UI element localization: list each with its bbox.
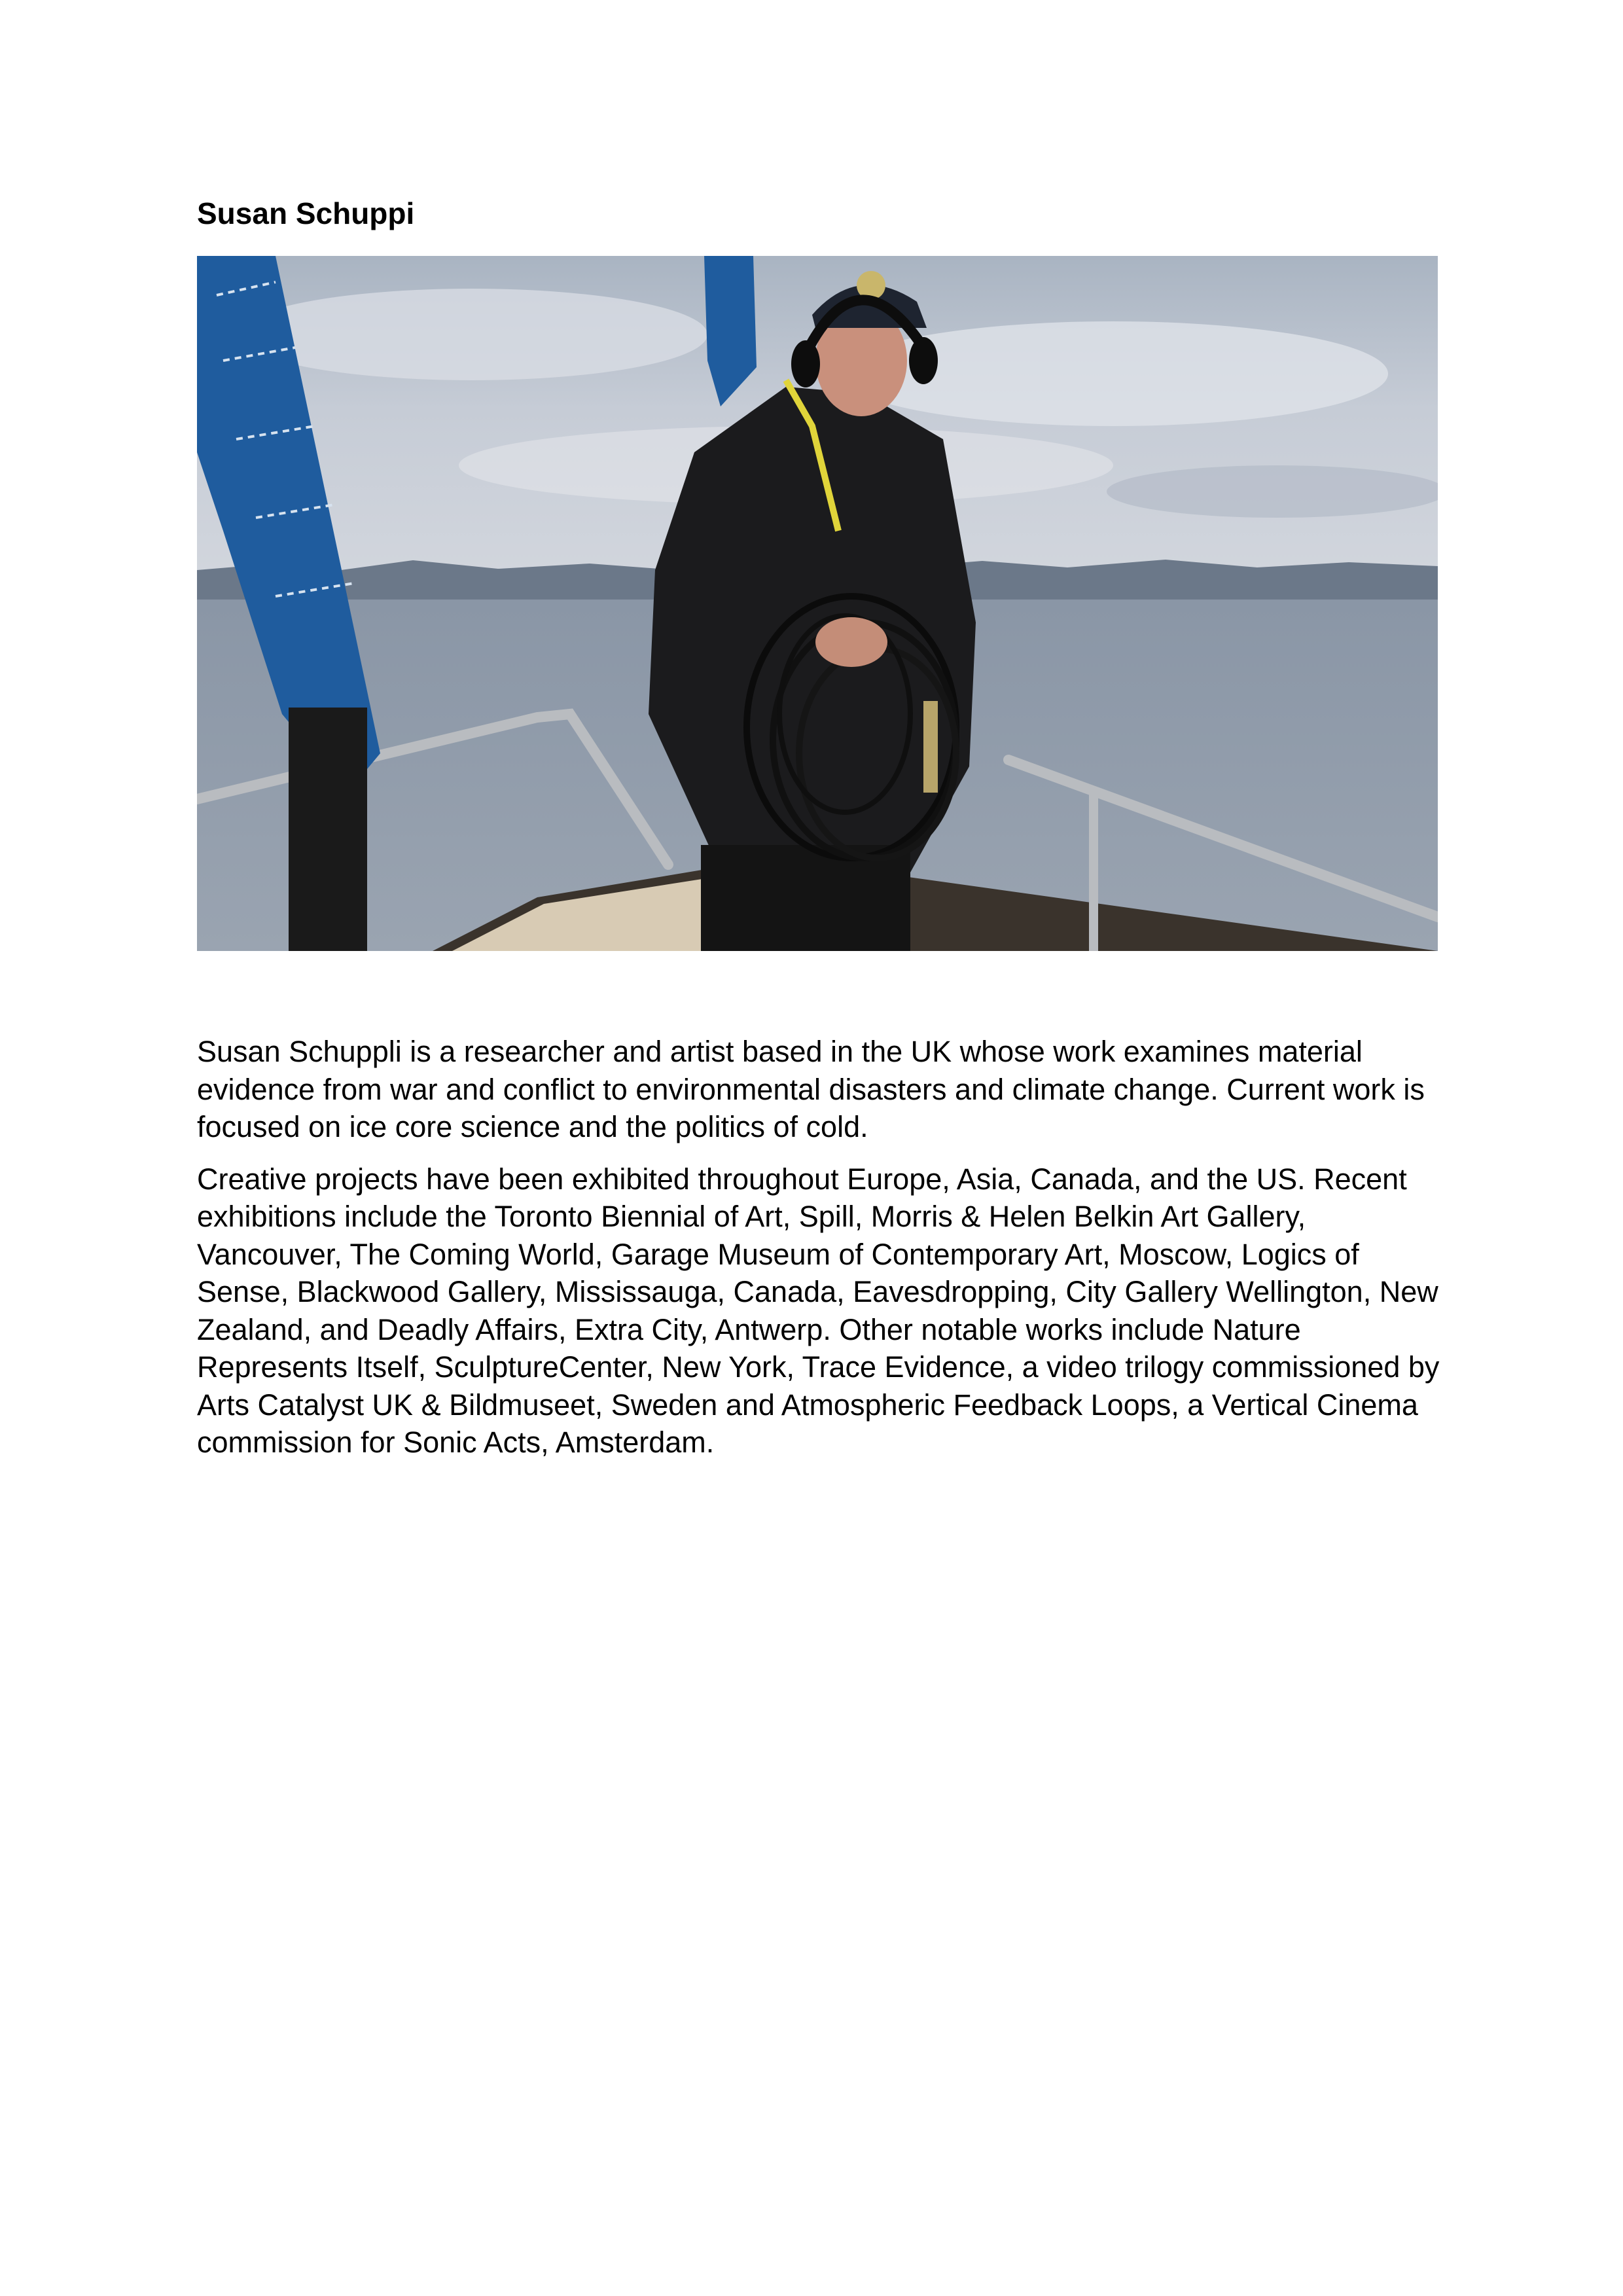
page-title: Susan Schuppi — [197, 196, 415, 230]
bio-paragraph-2: Creative projects have been exhibited throughout Europe, Asia, Canada, and the US. Recent exhibitions include the Toronto Biennial of Art, Spill, Morris & Helen Belkin Art Gallery, Vancouver, The Coming World, Garage Museum of Contemporary Art, Moscow, Logics of Sense, Blackwood Gallery, Mississauga, Canada, Eavesdropping, City Gallery Wellington, New Zealand, and Deadly Affairs, Extra City, Antwerp. Other notable works include Nature Represents Itself, SculptureCenter, New York, Trace Evidence, a video trilogy commissioned by Arts Catalyst UK & Bildmuseet, Sweden and Atmospheric Feedback Loops, a Vertical Cinema commission for Sonic Acts, Amsterdam. — [197, 1162, 1440, 1459]
bio-paragraph-1: Susan Schuppli is a researcher and artist based in the UK whose work examines material evidence from war and conflict to environmental disasters and climate change. Current work is focused on ice core science and the politics of cold. — [197, 1035, 1425, 1143]
bio-text — [197, 1033, 1440, 1476]
portrait-photo — [197, 256, 1438, 951]
